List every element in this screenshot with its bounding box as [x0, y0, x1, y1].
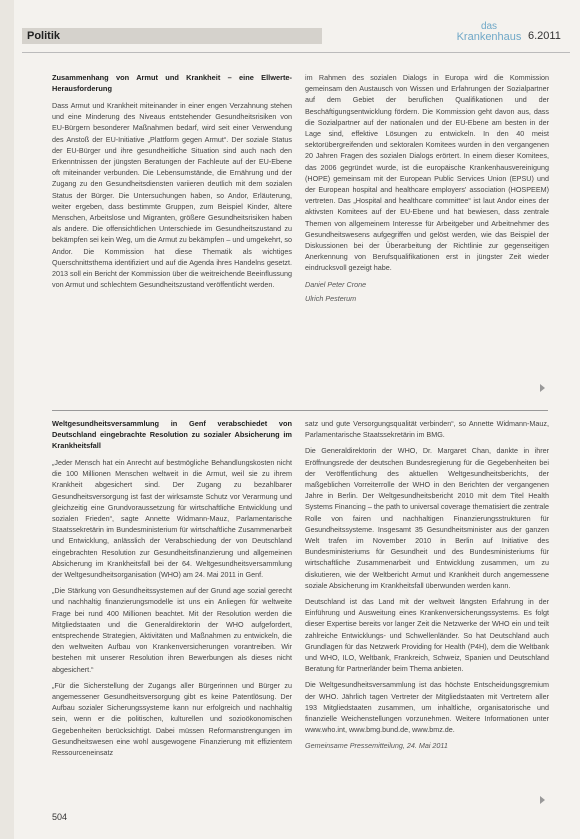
end-arrow-icon: [540, 384, 545, 392]
end-arrow-icon-2: [540, 796, 545, 804]
article2-paragraph-2: „Die Stärkung von Gesundheitssystemen auf der Grund age sozial gerecht und nachhaltig finanzierungsmodelle ist uns ein Anliegen für weltweite Frage bei rund 400 Millionen beachtet. Mit der Resolution werden die Mitgliedstaaten und die Generaldirektorin der WHO aufgefordert, entsprechende Strategien, Aktivitäten und Maßnahmen zu entwickeln, die den weltweiten Aufbau von Krankenversicherungen vorantreiben. Wir bestehen mit unserer Resolution ihren Bewerbungen als dieses nicht abgesichert.“: [52, 586, 292, 674]
article1-paragraph-right: im Rahmen des sozialen Dialogs in Europa wird die Kommission gemeinsam den Austausch von Wissen und Erfahrungen der Sozialpartner auf dem Gebiet der beruflichen Qualifikationen und der Beschäftigungsentwicklung fördern. Die Kommission geht davon aus, dass die Sozialpartner auf der nationalen und der EU-Ebene am besten in der Lage sind, effektive Lösungen zu entwickeln. In den 40 meist sektorübergreifenden und sektoralen Komitees wurden in den vergangenen 20 Jahren Fragen des sozialen Dialogs erörtert. In einem dieser Komitees, das 2006 gegründet wurde, ist die europäische Krankenhausvereinigung (HOPE) gemeinsam mit der European Public Services Union (EPSU) und der European hospital and healthcare employers' association (HOSPEEM) vertreten. Das „Hospital and healthcare committee“ ist laut Andor eines der aktivsten Komitees auf der EU-Ebene und hat bewiesen, dass zentrale Themen von allgemeinem Interesse für Arbeitgeber und Arbeitnehmer des Gesundheitswesens aufgegriffen und gelöst werden, wie das Beispiel der Diskussionen bei der Überarbeitung der Richtlinie zur gegenseitigen Anerkennung von Berufsqualifikationen erst in jüngster Zeit wieder eindrucksvoll gezeigt habe.: [305, 73, 549, 273]
article2-right-paragraph-1: satz und gute Versorgungsqualität verbinden“, so Annette Widmann-Mauz, Parlamentarische Staatssekretärin im BMG.: [305, 419, 549, 440]
page-number: 504: [52, 812, 68, 822]
article1-paragraph: Dass Armut und Krankheit miteinander in einer engen Verzahnung stehen und eine Minderung des Niveaus entstehender Gesundheitsrisiken von EU-Bürgern besonderer Maßnahmen bedarf, wird seit einer Verwendung des Anstoß der EU-Initiative „Plattform gegen Armut“. Der soziale Status der EU-Bürger und ihre gesundheitliche Situation sind auch nach den Erkenntnissen der jüngsten Beratungen der Fachleute auf der EU-Ebene oft miteinander verbunden. Die Lebensumstände, die Ernährung und der Zugang zu den Gesundheitsdiensten variieren deutlich mit dem sozialen Status der Bürger. Die Untersuchungen haben, so Andor, Erläuterung, weiter ergeben, dass bestimmte Gruppen, zum Beispiel Kinder, ältere Menschen, Arbeitslose und Migranten, größere Gesundheitsrisiken haben als andere. Die offensichtlichen Unterschiede im Gesundheitszustand zu bekämpfen sei kein Weg, um die Armut zu bekämpfen – und umgekehrt, so Andor. Die Kommission hat diese Thematik als wichtiges Querschnittsthema identifiziert und auf die Agenda ihres Handelns gesetzt. 2013 soll ein Bericht der Kommission über die weitreichende Beeinflussung von Armut und schlechtem Gesundheitszustand veröffentlicht werden.: [52, 101, 292, 290]
author-1: Daniel Peter Crone: [305, 279, 367, 289]
page-header: [22, 21, 570, 48]
header-rule: [22, 52, 570, 53]
scan-margin: [0, 0, 14, 839]
section-tag: [22, 28, 322, 44]
author-2: Ulrich Pesterum: [305, 293, 357, 303]
article2-right-paragraph-2: Die Generaldirektorin der WHO, Dr. Margaret Chan, dankte in ihrer Eröffnungsrede der deutschen Bundesregierung für die Gegebenheiten bei der Veröffentlichung des aktuellen Weltgesundheitsberichts, der maßgeblichen Vorreiterrolle der WHO in den Berichten der vergangenen Jahre in Berlin. Der Weltgesundheitsbericht 2010 mit dem Titel Health Systems Financing – the path to universal coverage thematisiert die zentrale Rolle von fairen und nachhaltigen Finanzierungsstrukturen für Gesundheitssysteme. Insgesamt 35 Gesundheitsminister aus der ganzen Welt trafen im November 2010 in Berlin auf Initiative des Bundesministeriums für Gesundheit und des Bundesministeriums für wirtschaftliche Zusammenarbeit und Entwicklung zusammen, um zu diskutieren, wie der Weltbericht Armut und Krankheit durch angemessene soziale Absicherung im Krankheitsfall überwunden werden kann.: [305, 446, 549, 590]
article2-heading: Weltgesundheitsversammlung in Genf verabschiedet von Deutschland eingebrachte Resolution zu sozialer Absicherung im Krankheitsfall: [52, 419, 292, 450]
article1-heading: Zusammenhang von Armut und Krankheit – eine Ellwerte-Herausforderung: [52, 73, 292, 93]
article2-left-column: [52, 418, 292, 763]
article2-right-paragraph-3: Deutschland ist das Land mit der weltweit längsten Erfahrung in der Einführung und Ausweitung eines Krankenversicherungssystems. Es folgt dieser Expertise bereits vor langer Zeit die Netzwerke der WHO ein und teilt zahlreiche Entwicklungs- und Schwellenländer. So hat Deutschland auch Grundlagen für das Netzwerk Providing for Health (P4H), dem die Weltbank und WHO, ILO, Weltbank, Frankreich, Schweiz, Spanien und Deutschland Beratung für Partnerländer beim Thema anbieten.: [305, 597, 549, 674]
article1-left-column: [52, 72, 292, 295]
issue-number: 6.2011: [528, 30, 561, 42]
article2-paragraph-1: „Jeder Mensch hat ein Anrecht auf bestmögliche Behandlungskosten nicht die 100 Millionen Menschen weltweit in die Armut, weil sie zu ihrem Krankheit abgesichert sind. Der Zugang zu bezahlbarer Gesundheitsversorgung ist fast der wirksamste Schutz vor Verarmung und gleichzeitig eine Grundvoraussetzung für wirtschaftliche Entwicklung und sozialen Frieden“, sagte Annette Widmann-Mauz, Parlamentarische Staatssekretärin im Bundesministerium für wirtschaftliche Zusammenarbeit und Entwicklung, anlässlich der Verabschiedung der von Deutschland eingebrachten Resolution zur Gesundheitsfinanzierung und allgemeinen Absicherung im Krankheitsfall bei der 64. Weltgesundheitsversammlung der Weltgesundheitsorganisation (WHO) am 24. Mai 2011 in Genf.: [52, 458, 292, 580]
section-label: Politik: [27, 30, 61, 42]
logo-brand: Krankenhaus: [456, 31, 522, 43]
press-release-source: Gemeinsame Pressemitteilung, 24. Mai 2011: [305, 741, 448, 751]
logo-top: das: [480, 21, 498, 32]
article2-paragraph-3: „Für die Sicherstellung der Zugangs aller Bürgerinnen und Bürger zu angemessener Gesundheitsversorgung gibt es keine Patentlösung. Der Aufbau sozialer Sicherungssysteme kann nur erfolgreich und nachhaltig sein, wenn er die politischen, kulturellen und sozioökonomischen Gegebenheiten berücksichtigt. Dabei müssen Reformanstrengungen im Gesundheitswesen eine wohl ausgewogene Finanzierung mit effizientem Ressourceneinsatz: [52, 680, 292, 758]
article1-right-column: [305, 72, 549, 304]
article2-right-column: [305, 418, 549, 752]
article2-right-paragraph-4: Die Weltgesundheitsversammlung ist das höchste Entscheidungsgremium der WHO. Jährlich tagen Vertreter der Mitgliedstaaten mit Vertretern aller 193 Mitgliedstaaten zusammen, um inhaltliche, organisatorische und finanzielle Weichenstellungen vorzunehmen. Weitere Informationen unter www.who.int, www.bmg.bund.de, www.bmz.de.: [305, 680, 549, 735]
journal-logo: [454, 22, 524, 42]
